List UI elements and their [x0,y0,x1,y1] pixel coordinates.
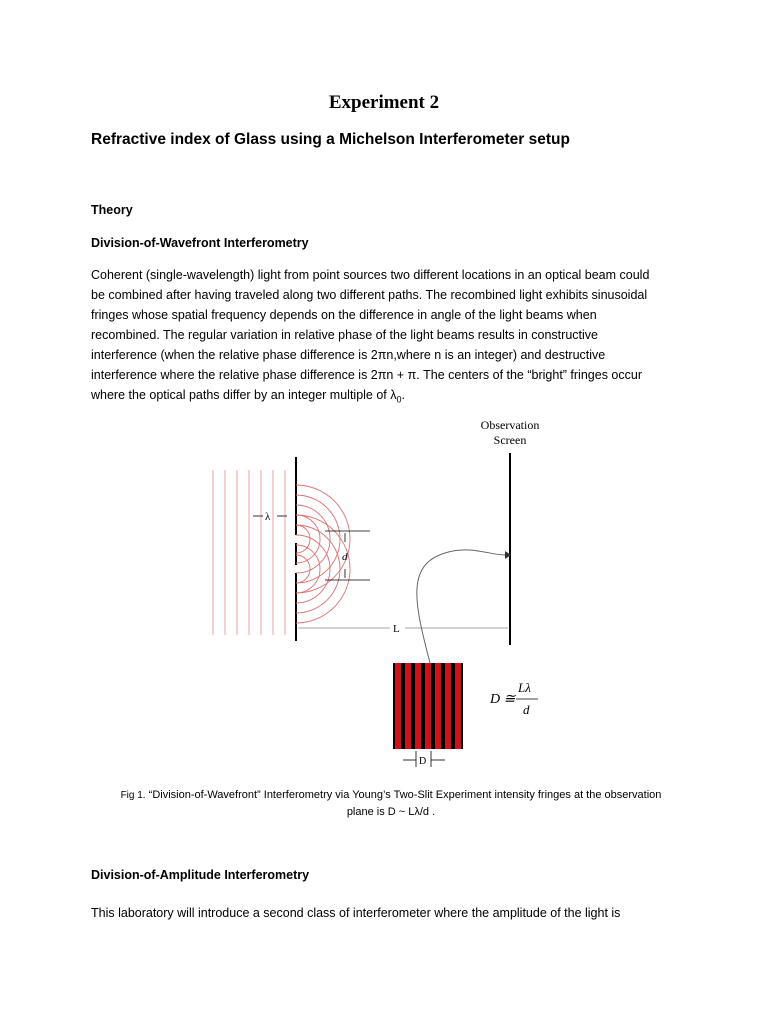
bright-fringe [415,663,421,749]
paragraph-line-last [91,385,691,410]
d-label: d [342,551,348,563]
D-label: D [419,756,427,767]
caption-line-1 [91,787,691,804]
paragraph-period: . [401,388,405,402]
amplitude-paragraph: This laboratory will introduce a second class of interferometer where the amplitude of the light is [91,906,621,920]
bright-fringe [395,663,401,749]
formula-denominator: d [523,702,530,717]
page-subtitle: Refractive index of Glass using a Michelson Interferometer setup [91,131,570,148]
caption-text: “Division-of-Wavefront” Interferometry via Young’s Two-Slit Experiment intensity fringes at the observation [145,789,662,801]
paragraph-line: fringes whose spatial frequency depends on the difference in angle of the light beams when [91,308,597,322]
paragraph-line: be combined after having traveled along two different paths. The recombined light exhibits sinusoidal [91,288,648,302]
paragraph-line: interference where the relative phase difference is 2πn + π. The centers of the “bright” fringes occur [91,368,642,382]
formula-numerator: Lλ [518,680,531,695]
figure-diagram [205,415,550,780]
bright-fringe [435,663,441,749]
lambda-label: λ [265,511,271,523]
section-heading-amplitude: Division-of-Amplitude Interferometry [91,868,310,882]
L-label: L [393,623,400,635]
section-heading-theory: Theory [91,203,133,217]
paragraph-line: interference (when the relative phase difference is 2πn,where n is an integer) and destructive [91,348,606,362]
section-heading-wavefront: Division-of-Wavefront Interferometry [91,236,309,250]
caption-line-2: plane is D ~ Lλ/d . [346,806,436,818]
bright-fringe [405,663,411,749]
figure-caption [91,787,691,821]
screen-label-line1: Observation [480,418,540,432]
screen-label-line2: Screen [493,433,527,447]
bright-fringe [425,663,431,749]
fringe-pattern [393,663,463,749]
paragraph-line-text: where the optical paths differ by an integer multiple of λ [91,388,397,402]
paragraph-line: recombined. The regular variation in relative phase of the light beams results in constructive [91,328,598,342]
bright-fringe [445,663,451,749]
page-title: Experiment 2 [328,92,440,113]
formula-lhs: D ≅ [490,692,516,707]
theory-paragraph [91,265,691,410]
figure-young-two-slit [205,415,550,780]
paragraph-line: Coherent (single-wavelength) light from point sources two different locations in an optical beam could [91,268,650,282]
caption-label: Fig 1. [120,790,146,801]
bright-fringe [455,663,461,749]
lambda-subscript: 0 [396,394,402,405]
